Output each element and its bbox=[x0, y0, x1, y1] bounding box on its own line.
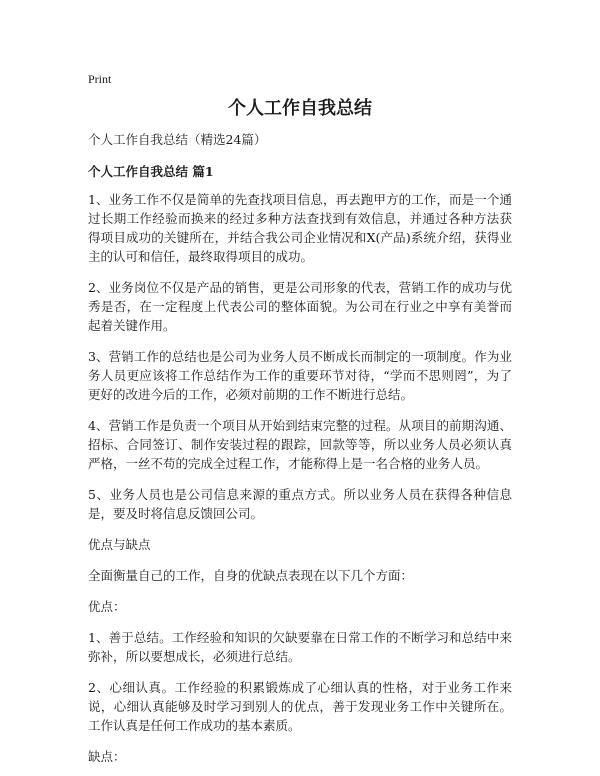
pros-item-2: 2、心细认真。工作经验的积累锻炼成了心细认真的性格，对于业务工作来说，心细认真能够及时学习到别人的优点，善于发现业务工作中关键所在。工作认真是任何工作成功的基本素质。 bbox=[88, 680, 512, 733]
pros-cons-heading: 优点与缺点 bbox=[88, 537, 151, 552]
section-heading: 个人工作自我总结 篇1 bbox=[88, 164, 214, 179]
paragraph-5: 5、业务人员也是公司信息来源的重点方式。所以业务人员在获得各种信息是，要及时将信息反馈回公司。 bbox=[88, 487, 512, 521]
print-label: Print bbox=[88, 72, 112, 86]
paragraph-4: 4、营销工作是负责一个项目从开始到结束完整的过程。从项目的前期沟通、招标、合同签订、制作安装过程的跟踪，回款等等，所以业务人员必须认真严格，一丝不苟的完成全过程工作，才能称得上是一名合格的业务人员。 bbox=[88, 418, 512, 471]
pros-label: 优点： bbox=[88, 599, 126, 614]
paragraph-1: 1、业务工作不仅是简单的先查找项目信息，再去跑甲方的工作，而是一个通过长期工作经验而换来的经过多种方法查找到有效信息，并通过各种方法获得项目成功的关键所在，并结合我公司企业情况和X(产品)系统介绍，获得业主的认可和信任，最终取得项目的成功。 bbox=[88, 192, 512, 264]
pros-item-1: 1、善于总结。工作经验和知识的欠缺要靠在日常工作的不断学习和总结中来弥补，所以要想成长，必须进行总结。 bbox=[88, 630, 512, 664]
paragraph-2: 2、业务岗位不仅是产品的销售，更是公司形象的代表，营销工作的成功与优秀是否，在一定程度上代表公司的整体面貌。为公司在行业之中享有美誉而起着关键作用。 bbox=[88, 280, 512, 333]
document-subtitle: 个人工作自我总结（精选24篇） bbox=[88, 132, 267, 147]
intro-line: 全面衡量自己的工作，自身的优缺点表现在以下几个方面： bbox=[88, 568, 414, 583]
cons-label: 缺点： bbox=[88, 749, 126, 764]
paragraph-3: 3、营销工作的总结也是公司为业务人员不断成长而制定的一项制度。作为业务人员更应该将工作总结作为工作的重要环节对待，“学而不思则罔”，为了更好的改进今后的工作，必须对前期的工作不断进行总结。 bbox=[88, 349, 512, 402]
document-title: 个人工作自我总结 bbox=[228, 98, 372, 119]
